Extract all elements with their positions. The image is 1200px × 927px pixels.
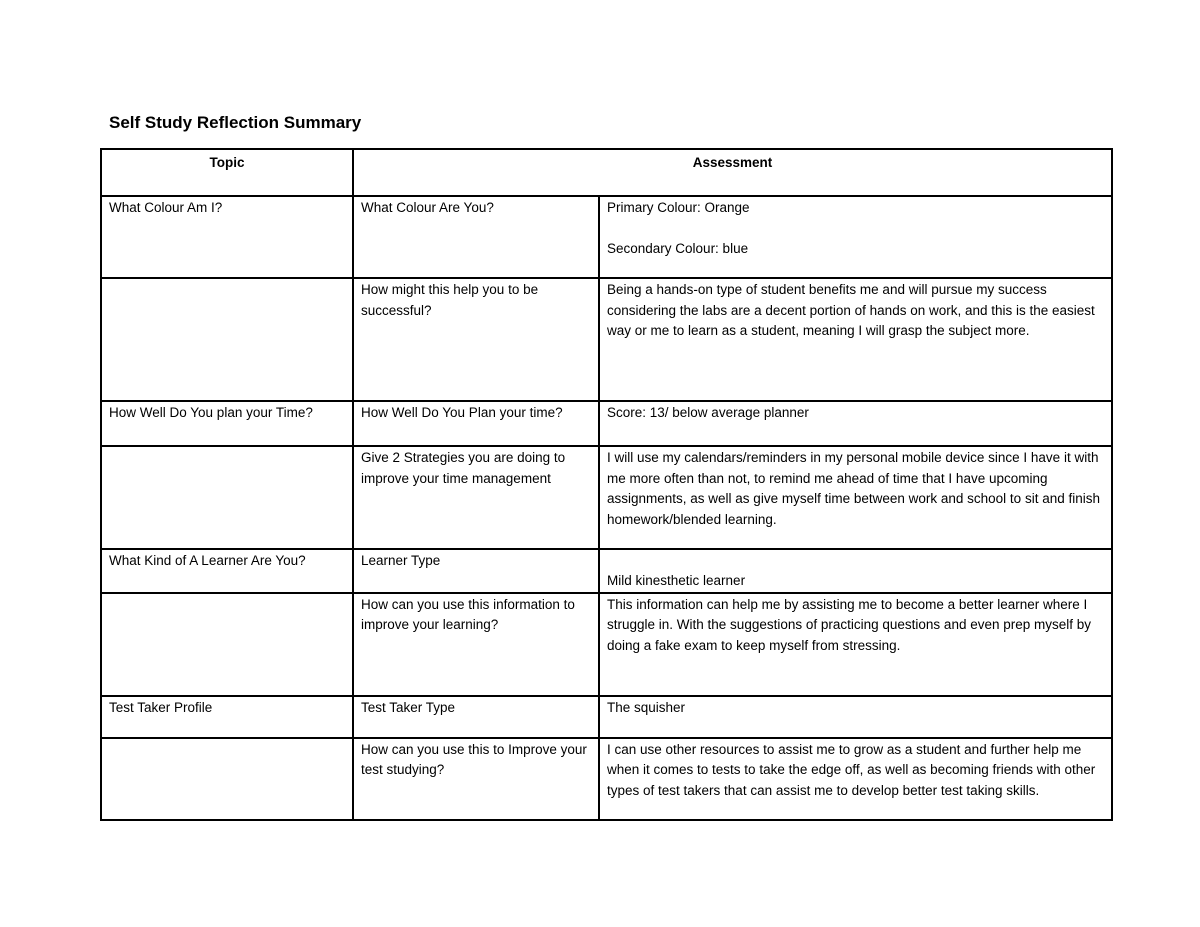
header-topic: Topic (101, 149, 353, 196)
table-row (101, 446, 1112, 549)
question-cell: Give 2 Strategies you are doing to improve your time management (353, 446, 599, 549)
topic-cell (101, 593, 353, 696)
primary-colour-text: Primary Colour: Orange (607, 200, 750, 215)
answer-cell: I will use my calendars/reminders in my personal mobile device since I have it with me more often than not, to remind me ahead of time that I have upcoming assignments, as well as give myself time between work and school to sit and finish homework/blended learning. (599, 446, 1112, 549)
topic-cell: How Well Do You plan your Time? (101, 401, 353, 446)
topic-cell: Test Taker Profile (101, 696, 353, 738)
answer-cell: Score: 13/ below average planner (599, 401, 1112, 446)
answer-cell: This information can help me by assisting me to become a better learner where I struggle in. With the suggestions of practicing questions and even prep myself by doing a fake exam to keep myself from stressing. (599, 593, 1112, 696)
topic-cell (101, 446, 353, 549)
table-row (101, 549, 1112, 593)
topic-cell (101, 278, 353, 401)
answer-cell: Being a hands-on type of student benefits me and will pursue my success considering the labs are a decent portion of hands on work, and this is the easiest way or me to learn as a student, meaning I will grasp the subject more. (599, 278, 1112, 401)
topic-cell: What Kind of A Learner Are You? (101, 549, 353, 593)
question-cell: Test Taker Type (353, 696, 599, 738)
question-cell: Learner Type (353, 549, 599, 593)
answer-cell (599, 549, 1112, 593)
table-header-row (101, 149, 1112, 196)
question-cell: How might this help you to be successful? (353, 278, 599, 401)
header-assessment: Assessment (353, 149, 1112, 196)
table-row (101, 696, 1112, 738)
topic-cell (101, 738, 353, 820)
question-cell: How Well Do You Plan your time? (353, 401, 599, 446)
question-cell: How can you use this information to improve your learning? (353, 593, 599, 696)
table-row (101, 593, 1112, 696)
table-row (101, 401, 1112, 446)
page-title: Self Study Reflection Summary (109, 113, 362, 132)
table-row (101, 196, 1112, 278)
table-row (101, 278, 1112, 401)
answer-cell (599, 196, 1112, 278)
question-cell: What Colour Are You? (353, 196, 599, 278)
reflection-table (100, 148, 1113, 821)
secondary-colour-text: Secondary Colour: blue (607, 240, 749, 256)
answer-cell: The squisher (599, 696, 1112, 738)
answer-cell: I can use other resources to assist me to grow as a student and further help me when it comes to tests to take the edge off, as well as becoming friends with other types of test takers that can assist me to develop better test taking skills. (599, 738, 1112, 820)
learner-type-text: Mild kinesthetic learner (607, 573, 746, 588)
topic-cell: What Colour Am I? (101, 196, 353, 278)
table-row (101, 738, 1112, 820)
question-cell: How can you use this to Improve your test studying? (353, 738, 599, 820)
